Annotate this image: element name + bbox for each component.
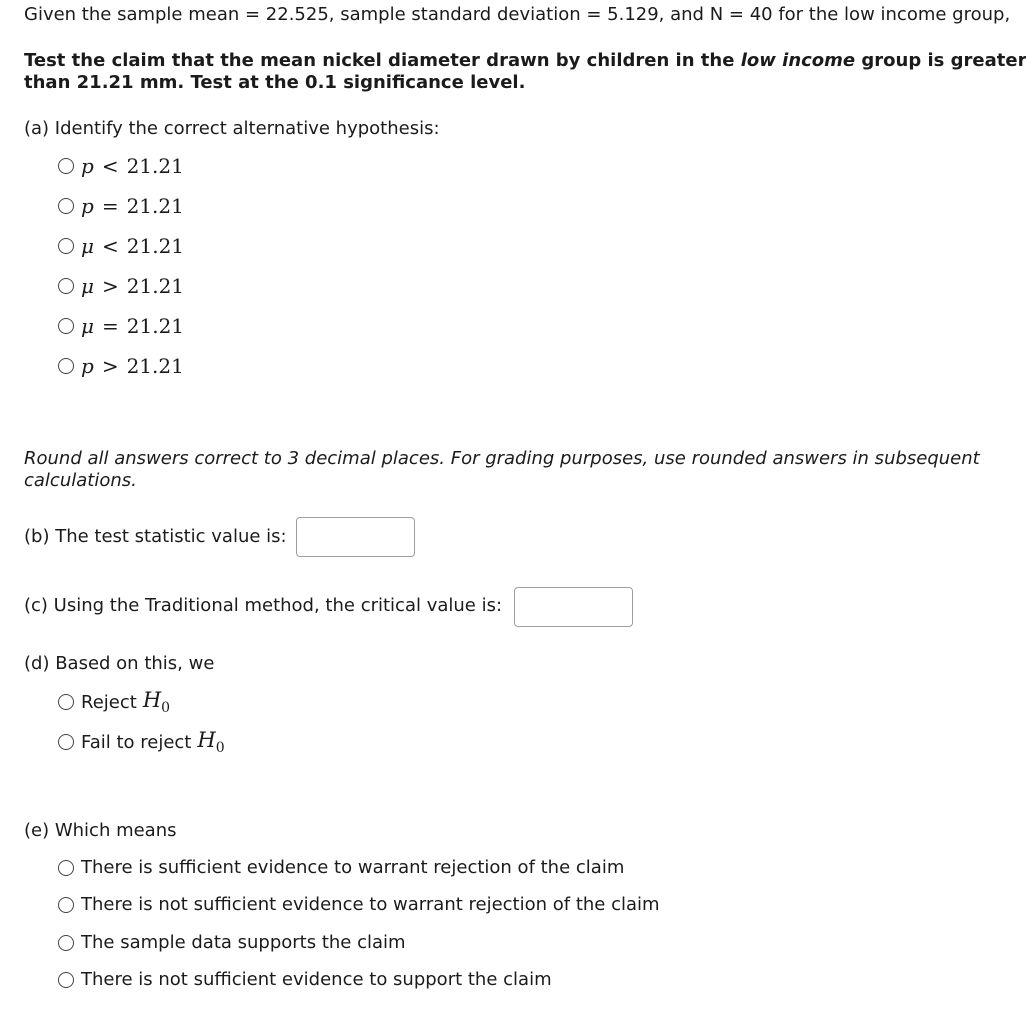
test-statistic-input[interactable] [296,517,415,557]
claim-line1-italic: low income [740,50,856,71]
conclusion-option-label: There is not sufficient evidence to support the claim [81,969,552,990]
hypothesis-expression: p > 21.21 [81,354,184,378]
hypothesis-option-2[interactable] [58,194,184,218]
part-a-label: (a) Identify the correct alternative hypothesis: [24,118,440,139]
decision-option-label: Reject [81,691,137,713]
part-c-label: (c) Using the Traditional method, the critical value is: [24,595,503,616]
hypothesis-expression: μ > 21.21 [81,274,185,298]
radio-button[interactable] [58,897,74,913]
conclusion-option-label: There is sufficient evidence to warrant rejection of the claim [81,857,625,878]
radio-button[interactable] [58,318,74,334]
conclusion-option-1[interactable] [58,857,624,878]
hypothesis-option-3[interactable] [58,234,184,258]
radio-button[interactable] [58,358,74,374]
hypothesis-expression: μ < 21.21 [81,234,185,258]
decision-option-label: Fail to reject [81,731,192,753]
claim-line1-post: group is greater [855,50,1026,71]
conclusion-option-3[interactable] [58,932,406,953]
radio-button[interactable] [58,694,74,710]
radio-button[interactable] [58,198,74,214]
rounding-note-line2: calculations. [24,470,137,491]
claim-line1-pre: Test the claim that the mean nickel diameter drawn by children in the [24,50,741,71]
intro-text: Given the sample mean = 22.525, sample standard deviation = 5.129, and N = 40 for the low income group, [24,4,1011,25]
hypothesis-expression: p = 21.21 [81,194,184,218]
conclusion-option-2[interactable] [58,894,660,915]
part-b-label: (b) The test statistic value is: [24,526,287,547]
conclusion-option-4[interactable] [58,969,552,990]
critical-value-input[interactable] [514,587,633,627]
radio-button[interactable] [58,734,74,750]
conclusion-option-label: There is not sufficient evidence to warrant rejection of the claim [81,894,660,915]
h0-symbol: $H_0$ [142,688,171,717]
part-d-label: (d) Based on this, we [24,653,215,674]
hypothesis-option-4[interactable] [58,274,184,298]
rounding-note-line1: Round all answers correct to 3 decimal places. For grading purposes, use rounded answers in subsequent [24,448,980,469]
radio-button[interactable] [58,238,74,254]
radio-button[interactable] [58,935,74,951]
h0-symbol: $H_0$ [197,728,225,757]
hypothesis-option-5[interactable] [58,314,184,338]
radio-button[interactable] [58,860,74,876]
hypothesis-expression: p < 21.21 [81,154,184,178]
rounding-note [24,448,980,492]
decision-option-fail-to-reject[interactable] [58,728,225,756]
claim-line2: than 21.21 mm. Test at the 0.1 significance level. [24,72,526,93]
hypothesis-expression: μ = 21.21 [81,314,185,338]
conclusion-option-label: The sample data supports the claim [81,932,406,953]
radio-button[interactable] [58,972,74,988]
hypothesis-option-6[interactable] [58,354,184,378]
radio-button[interactable] [58,278,74,294]
part-e-label: (e) Which means [24,820,177,841]
radio-button[interactable] [58,158,74,174]
claim-statement [24,50,1026,94]
hypothesis-option-1[interactable] [58,154,184,178]
decision-option-reject[interactable] [58,688,170,716]
